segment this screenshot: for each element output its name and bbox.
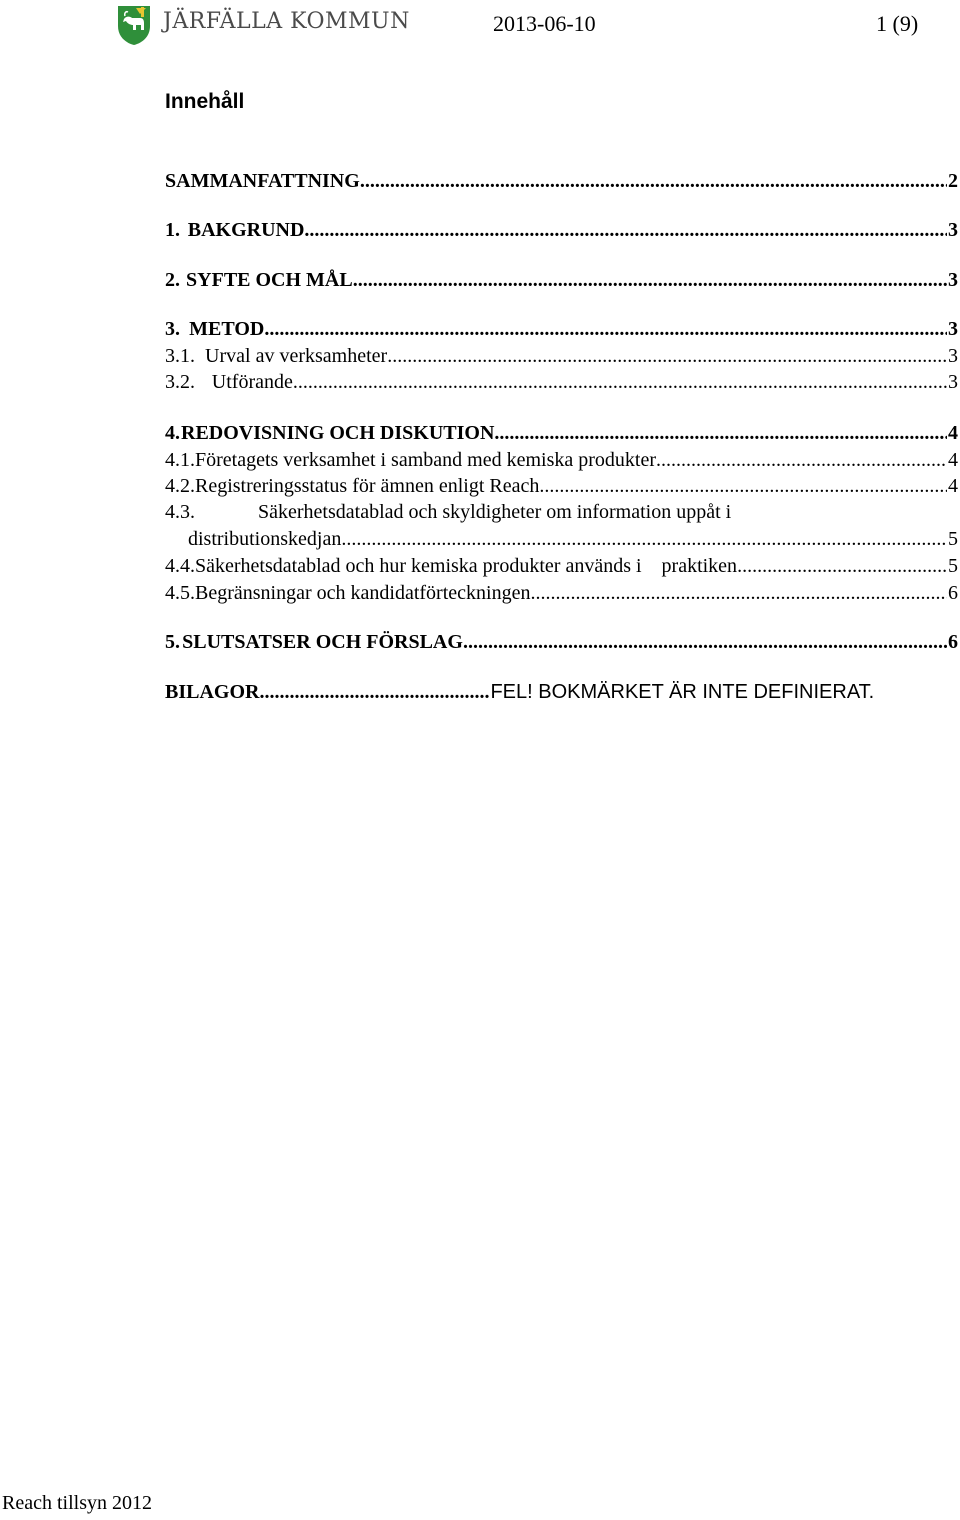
toc-entry-text: Företagets verksamhet i samband med kemiska produkter [195, 449, 656, 471]
toc-entry-begransningar[interactable] [165, 580, 958, 606]
toc-title: Innehåll [165, 90, 245, 113]
toc-entry-page: 4 [948, 475, 958, 497]
toc-entry-number: 1. [165, 219, 180, 241]
toc-entry-text: Urval av verksamheter [205, 345, 388, 367]
toc-entry-text: Registreringsstatus för ämnen enligt Reach [195, 475, 540, 497]
toc-entry-number: 4.5. [165, 582, 195, 604]
toc-entry-page: 3 [948, 345, 958, 367]
toc-entry-utforande[interactable] [165, 369, 958, 395]
page-footer: Reach tillsyn 2012 [2, 1492, 152, 1514]
toc-leader-dots [539, 473, 947, 499]
toc-entry-number: 5. [165, 631, 180, 653]
toc-leader-dots [293, 369, 947, 395]
toc-entry-syfte-och-mal[interactable] [165, 267, 958, 293]
toc-entry-page: 6 [948, 631, 958, 653]
toc-entry-page: FEL! BOKMÄRKET ÄR INTE DEFINIERAT. [490, 681, 875, 703]
toc-entry-redovisning[interactable] [165, 420, 958, 446]
toc-entry-page: 5 [948, 528, 958, 550]
toc-entry-registreringsstatus[interactable] [165, 473, 958, 499]
jarfalla-coat-of-arms-icon [116, 4, 152, 46]
toc-entry-number: 2. [165, 269, 180, 291]
toc-leader-dots [494, 420, 947, 446]
toc-entry-text: Säkerhetsdatablad och skyldigheter om information uppåt i [258, 501, 732, 523]
document-date: 2013-06-10 [493, 11, 596, 36]
toc-entry-text: BAKGRUND [187, 219, 305, 241]
page-header [0, 0, 960, 50]
toc-entry-page: 2 [948, 170, 958, 192]
toc-entry-text: distributionskedjan [188, 528, 342, 550]
toc-entry-sakerhetsdatablad-praktiken[interactable] [165, 553, 958, 579]
toc-entry-page: 3 [948, 269, 958, 291]
toc-leader-dots [341, 526, 947, 552]
toc-entry-number: 4.1. [165, 449, 195, 471]
toc-entry-sakerhetsdatablad-skyldigheter-cont[interactable] [188, 526, 958, 552]
toc-entry-text: REDOVISNING OCH DISKUTION [181, 422, 495, 444]
toc-entry-page: 3 [948, 219, 958, 241]
toc-entry-bilagor[interactable] [165, 679, 958, 705]
toc-entry-number: 4.4. [165, 555, 195, 577]
toc-entry-urval[interactable] [165, 343, 958, 369]
toc-entry-number: 3.2. [165, 371, 195, 393]
toc-entry-page: 6 [948, 582, 958, 604]
toc-entry-page: 4 [948, 449, 958, 471]
toc-leader-dots [387, 343, 947, 369]
toc-leader-dots [530, 580, 947, 606]
toc-entry-text: BILAGOR [165, 681, 260, 703]
toc-entry-bakgrund[interactable] [165, 217, 958, 243]
toc-leader-dots [463, 629, 947, 655]
page-number: 1 (9) [876, 11, 919, 36]
toc-entry-text: Säkerhetsdatablad och hur kemiska produkter används i praktiken [195, 555, 738, 577]
organization-wordmark: JÄRFÄLLA KOMMUN [163, 9, 410, 34]
toc-entry-text: Begränsningar och kandidatförteckningen [195, 582, 531, 604]
toc-entry-sakerhetsdatablad-skyldigheter[interactable] [165, 499, 958, 525]
toc-leader-dots [737, 553, 947, 579]
toc-leader-dots [353, 267, 947, 293]
toc-leader-dots [656, 447, 947, 473]
toc-leader-dots [264, 316, 947, 342]
toc-leader-dots [360, 168, 947, 194]
toc-entry-foretagets-verksamhet[interactable] [165, 447, 958, 473]
toc-entry-page: 3 [948, 371, 958, 393]
toc-entry-number: 4. [165, 422, 180, 444]
toc-entry-number: 4.2. [165, 475, 195, 497]
toc-leader-dots [259, 679, 489, 705]
toc-entry-page: 5 [948, 555, 958, 577]
toc-entry-text: SAMMANFATTNING [165, 170, 360, 192]
toc-entry-number: 4.3. [165, 501, 195, 523]
toc-entry-text: METOD [189, 318, 265, 340]
toc-entry-text: SYFTE OCH MÅL [186, 269, 353, 291]
toc-entry-text: Utförande [211, 371, 293, 393]
toc-entry-sammanfattning[interactable] [165, 168, 958, 194]
toc-entry-text: SLUTSATSER OCH FÖRSLAG [182, 631, 463, 653]
toc-entry-page: 4 [948, 422, 958, 444]
toc-entry-metod[interactable] [165, 316, 958, 342]
toc-leader-dots [304, 217, 947, 243]
toc-entry-slutsatser[interactable] [165, 629, 958, 655]
toc-entry-page: 3 [948, 318, 958, 340]
toc-entry-number: 3.1. [165, 345, 195, 367]
toc-entry-number: 3. [165, 318, 180, 340]
